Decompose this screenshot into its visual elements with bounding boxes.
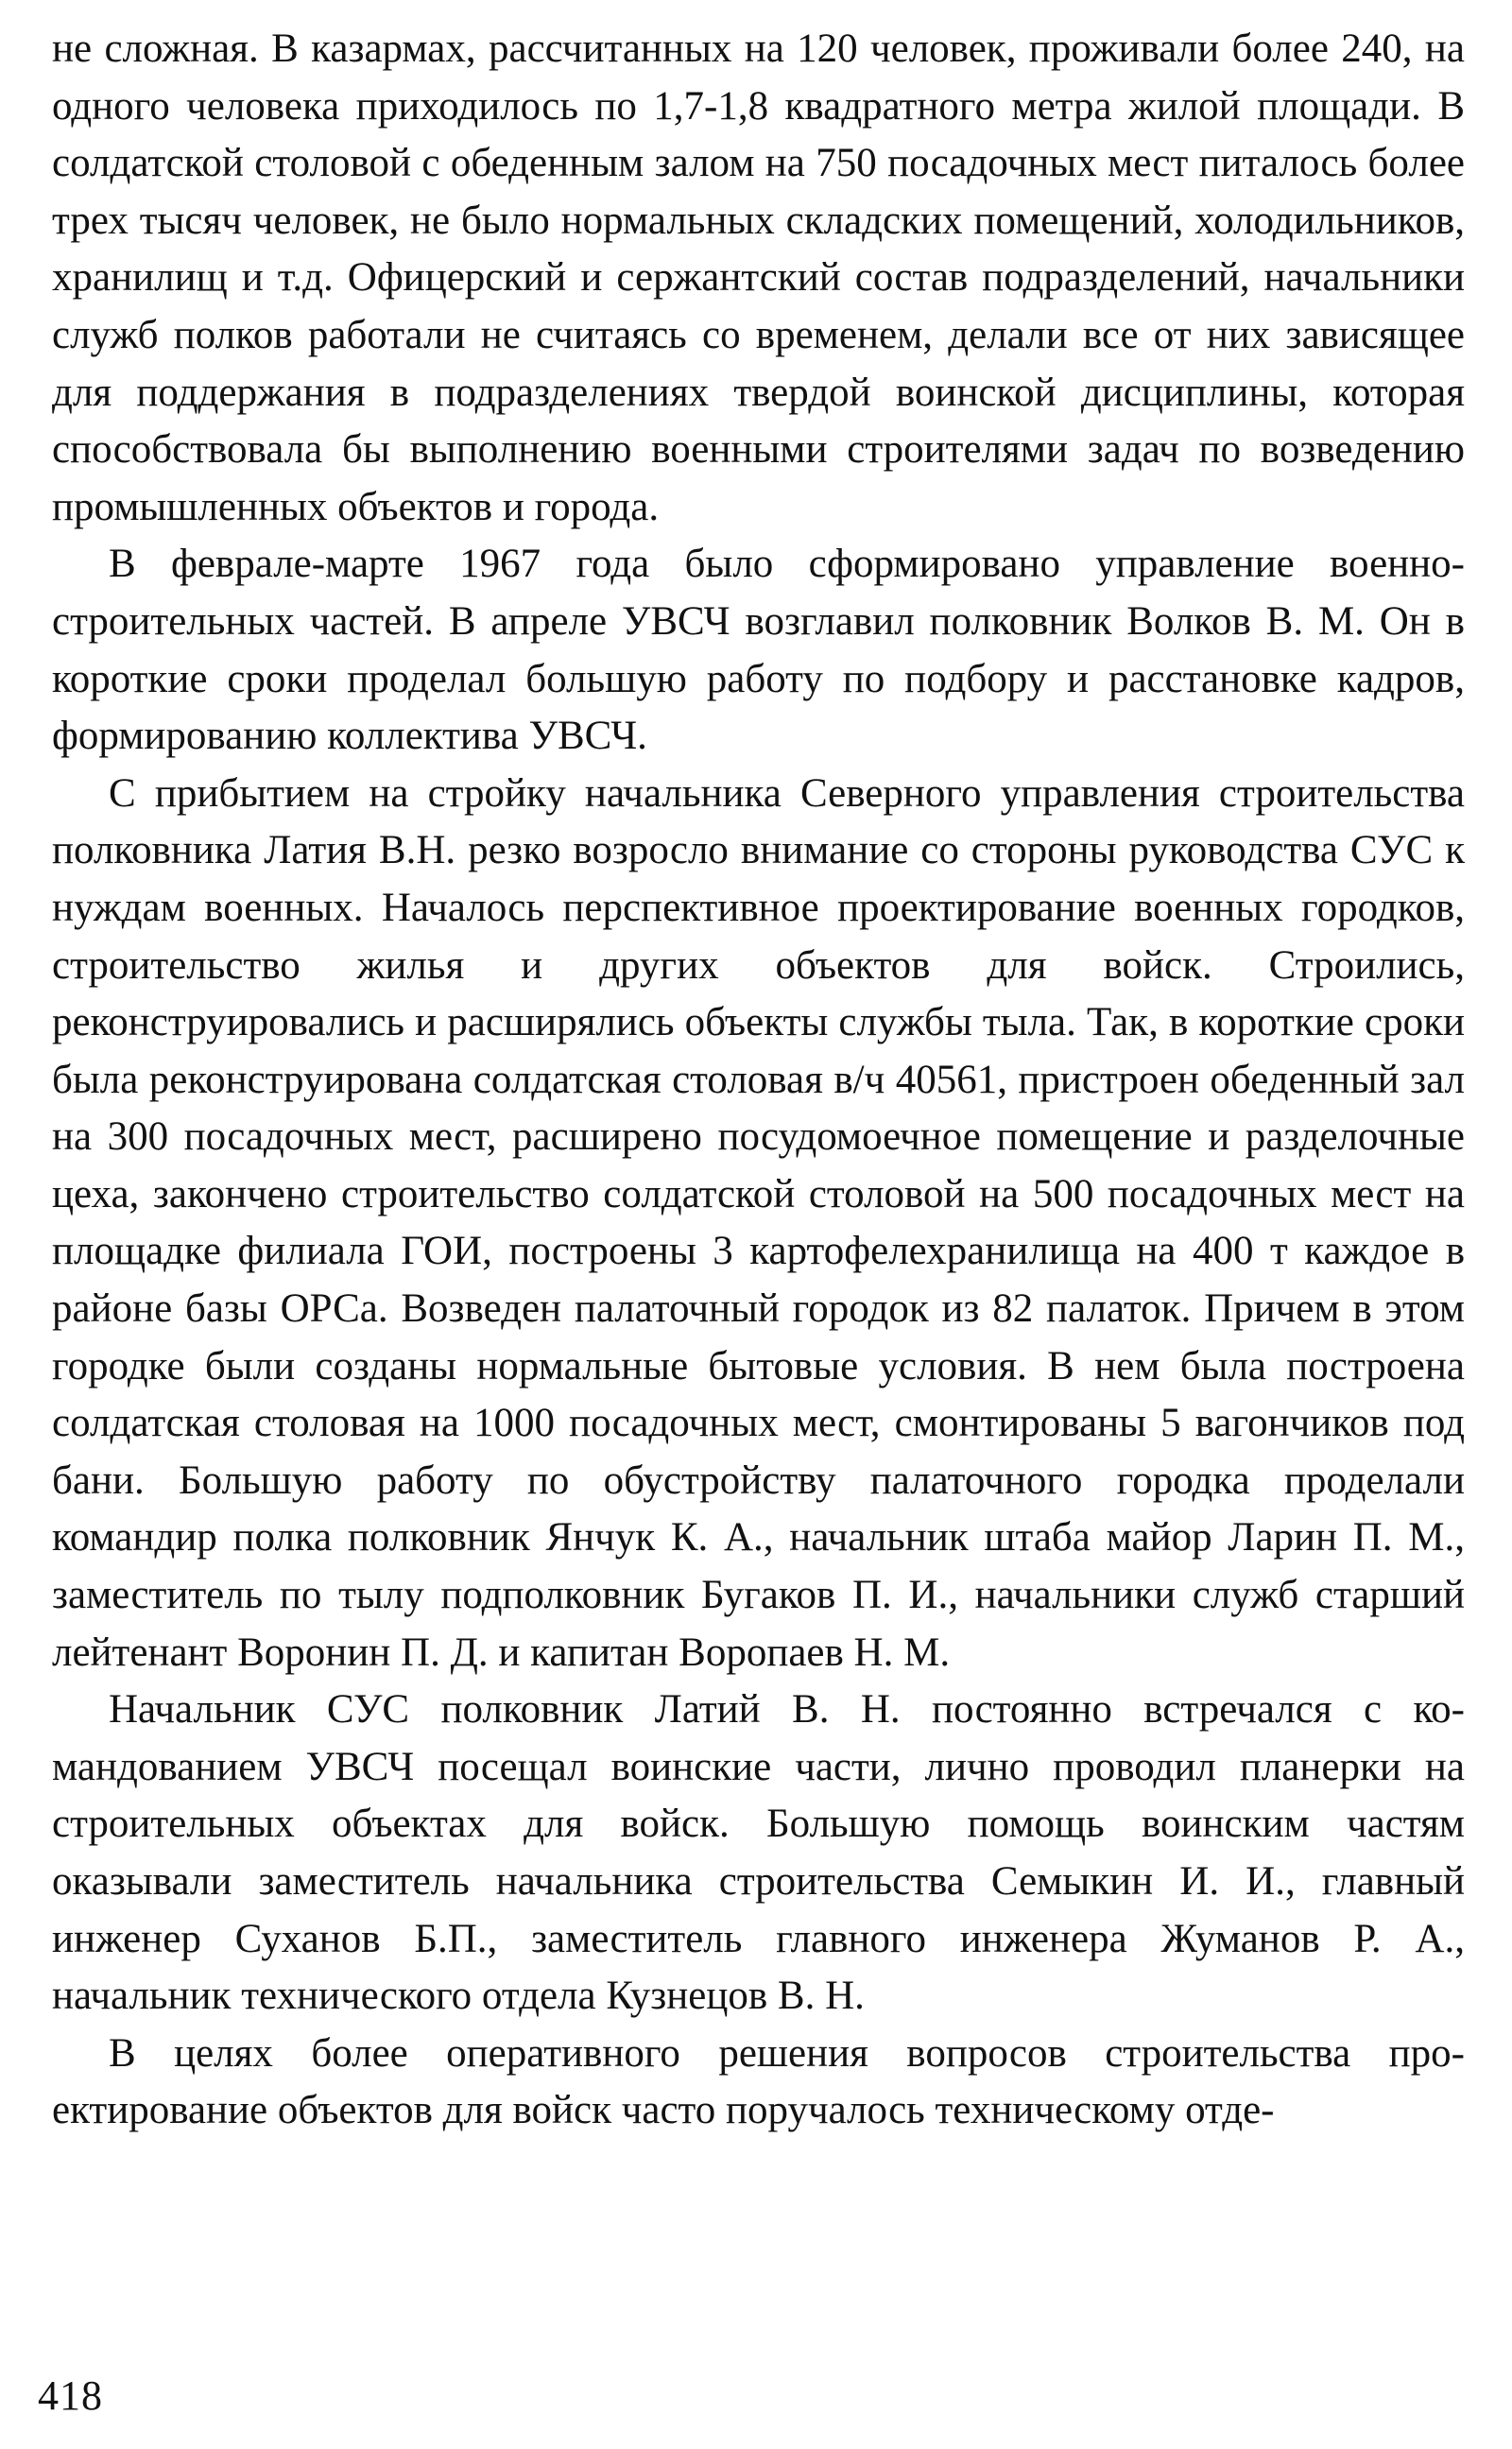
paragraph-continued: не сложная. В казармах, рассчитанных на 120 человек, проживали более 240, на одного человека приходилось по 1,7-1,8 квадратного метра жилой площади. В солдатской столовой с обеденным залом на 750 посадочных мест питалось более трех тысяч человек, не было нормальных складских помещений, холодильников, хранилищ и т.д. Офицерский и сержантский состав подразделений, начальники служб полков работали не считаясь со временем, делали все от них зависящее для поддержания в подразделениях твердой воинской дисциплины, которая способствовала бы выполнению военными строителями задач по возведению промышленных объектов и города. (52, 26, 1465, 529)
paragraph-design-tasks: В целях более оперативного решения вопросов строительства проектирование объектов для войск часто поручалось техническому отде- (52, 2030, 1465, 2133)
paragraph-sus-construction: С прибытием на стройку начальника Северного управления строительства полковника Латия В.Н. резко возросло внимание со стороны руководства СУС к нуждам военных. Началось перспективное проектирование военных городков, строительство жилья и других объектов для войск. Строились, реконструировались и расширялись объекты службы тыла. Так, в короткие сроки была реконструирована солдатская столовая в/ч 40561, пристроен обеденный зал на 300 посадочных мест, расширено посудомоечное помещение и разделочные цеха, закончено строительство солдатской столовой на 500 посадочных мест на площадке филиала ГОИ, построены 3 картофелехранилища на 400 т каждое в районе базы ОРСа. Возведен палаточный городок из 82 палаток. Причем в этом городке были созданы нормальные бытовые условия. В нем была построена солдатская столовая на 1000 посадочных мест, смонтированы 5 вагончиков под бани. Большую работу по обустройству палаточного городка проделали командир полка полковник Янчук К. А., начальник штаба майор Ларин П. М., заместитель по тылу подполковник Бугаков П. И., начальники служб старший лейтенант Воронин П. Д. и капитан Воропаев Н. М. (52, 770, 1465, 1675)
paragraph-sus-leadership: Начальник СУС полковник Латий В. Н. постоянно встречался с командованием УВСЧ посещал воинские части, лично проводил планерки на строительных объектах для войск. Большую помощь воинским частям оказывали заместитель начальника строительства Семыкин И. И., главный инженер Суханов Б.П., заместитель главного инженера Жуманов Р. А., начальник технического отдела Кузнецов В. Н. (52, 1687, 1465, 2019)
page-number: 418 (38, 2372, 103, 2419)
book-page-text (52, 21, 1465, 2140)
paragraph-uvsch-formation: В феврале-марте 1967 года было сформировано управление военно-строительных частей. В апреле УВСЧ возглавил полковник Волков В. М. Он в короткие сроки проделал большую работу по подбору и расстановке кадров, формированию коллектива УВСЧ. (52, 542, 1465, 759)
